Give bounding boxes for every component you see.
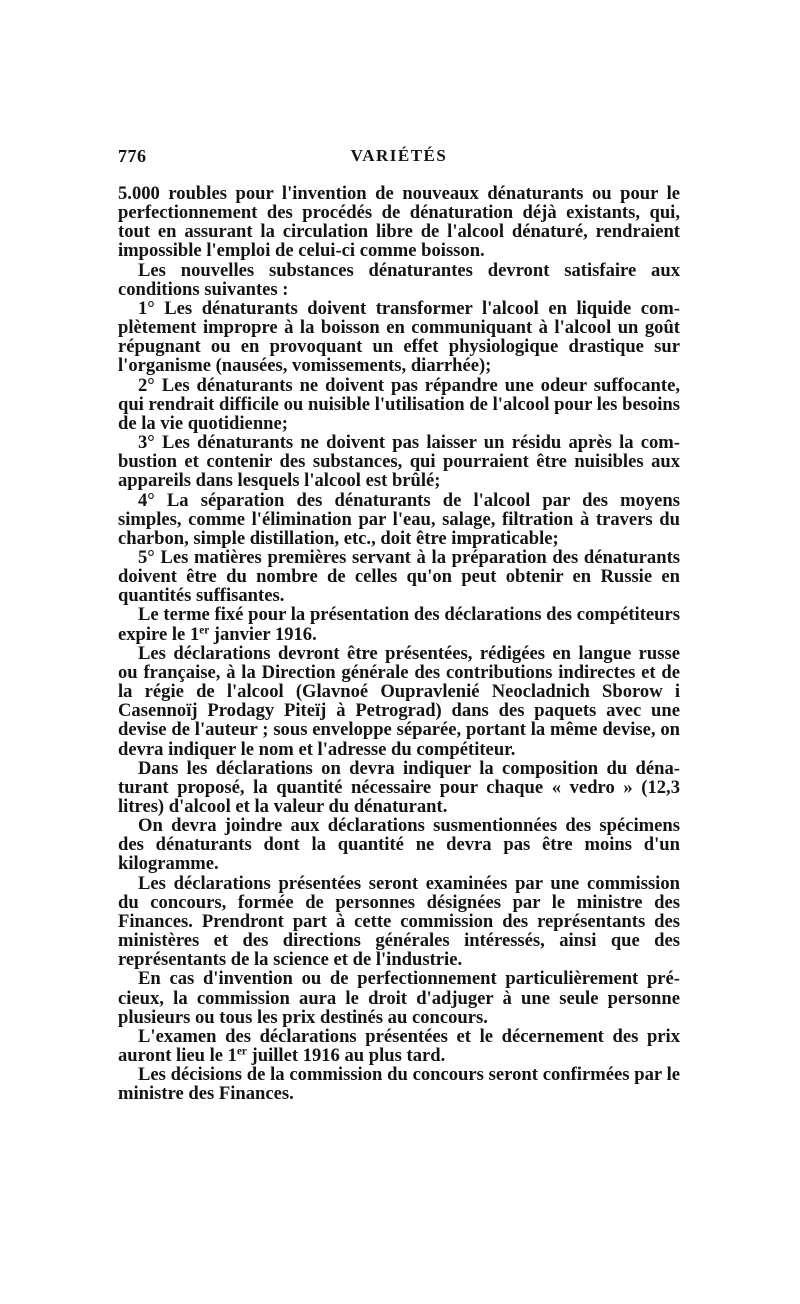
ordinal-superscript: er (199, 623, 210, 636)
paragraph-deadline-date: janvier 1916. (209, 623, 317, 645)
paragraph-condition-4: 4° La séparation des dénaturants de l'alcool par des moyens simples, comme l'élimination par l'eau, salage, filtration à travers du charbon, simple distillation, etc., doit être impraticable; (118, 489, 680, 549)
paragraph-examination (118, 1027, 680, 1065)
paragraph-examination-text: L'examen des déclarations présentées et le décernement des prix auront lieu le 1 (118, 1025, 680, 1067)
paragraph-deadline-text: Le terme fixé pour la présentation des déclarations des compétiteurs expire le 1 (118, 604, 680, 645)
paragraph-deadline (118, 605, 680, 643)
paragraph-condition-2: 2° Les dénaturants ne doivent pas répandre une odeur suffocante, qui rendrait difficile ou nuisible l'utilisation de l'alcool pour les besoins de la vie quotidienne; (118, 374, 680, 434)
paragraph-examination-date: juillet 1916 au plus tard. (246, 1045, 446, 1067)
paragraph-condition-1: 1° Les dénaturants doivent transformer l'alcool en liquide complètement impropre à la boisson en communiquant à l'alcool un goût répugnant ou en provoquant un effet physiologique drastique sur l'organisme (nausées, vomissements, diarrhée); (118, 297, 680, 377)
paragraph-confirmation: Les décisions de la commission du concours seront confirmées par le ministre des Finances. (118, 1064, 680, 1105)
running-head (118, 146, 680, 174)
paragraph-prize-intro: 5.000 roubles pour l'invention de nouveaux dénaturants ou pour le perfectionnement des procédés de dénaturation déjà existants, qui, tout en assurant la circulation libre de l'alcool dénaturé, rendraient impossible l'emploi de celui-ci comme boisson. (118, 183, 680, 262)
paragraph-special-award: En cas d'invention ou de perfectionnement particulièrement précieux, la commission aura le droit d'adjuger à une seule personne plusieurs ou tous les prix destinés au concours. (118, 968, 680, 1028)
section-title: VARIÉTÉS (350, 146, 448, 165)
paragraph-condition-5: 5° Les matières premières servant à la préparation des dénaturants doivent être du nombre de celles qu'on peut obtenir en Russie en quantités suffisantes. (118, 546, 680, 607)
paragraph-specimens: On devra joindre aux déclarations susmentionnées des spécimens des dénaturants dont la quantité ne devra pas être moins d'un kilogramme. (118, 815, 680, 875)
paragraph-submission: Les déclarations devront être présentées, rédigées en langue russe ou française, à la Direction générale des contributions indirectes et de la régie de l'alcool (Glavnoé Oupravlenié Neocladnich Sborow i Casennoïj Prodagy Piteïj à Petrograd) dans des paquets avec une devise de l'auteur ; sous enveloppe séparée, portant la même devise, on devra indiquer le nom et l'adresse du compétiteur. (118, 642, 680, 760)
page-number: 776 (118, 146, 147, 166)
paragraph-conditions-intro: Les nouvelles substances dénaturantes devront satisfaire aux conditions suivantes : (118, 259, 680, 300)
paragraph-condition-3: 3° Les dénaturants ne doivent pas laisser un résidu après la combustion et contenir des substances, qui pourraient être nuisibles aux appareils dans lesquels l'alcool est brûlé; (118, 432, 680, 492)
ordinal-superscript: er (236, 1045, 247, 1058)
paragraph-commission: Les déclarations présentées seront examinées par une commission du concours, formée de personnes désignées par le ministre des Finances. Prendront part à cette commission des représentants des ministères et des directions générales intéressés, ainsi que des représentants de la science et de l'industrie. (118, 872, 680, 971)
paragraph-composition: Dans les déclarations on devra indiquer la composition du dénaturant proposé, la quantité nécessaire pour chaque « vedro » (12,3 litres) d'alcool et la valeur du dénaturant. (118, 757, 680, 817)
article-body (118, 184, 680, 1104)
